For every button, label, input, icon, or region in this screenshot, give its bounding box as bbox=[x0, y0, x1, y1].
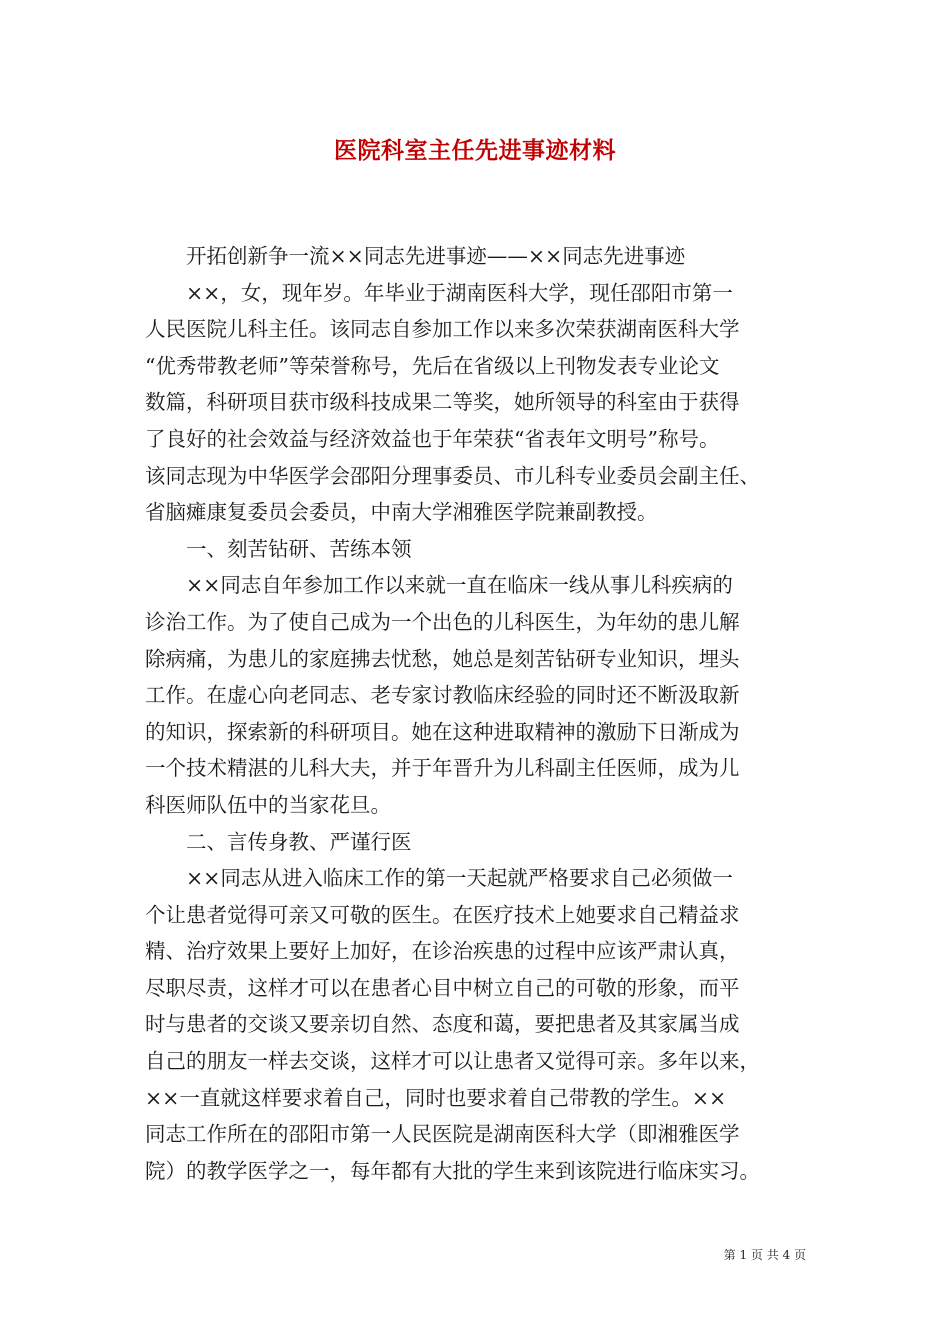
text-line: 精、治疗效果上要好上加好，在诊治疾患的过程中应该严肃认真， bbox=[145, 939, 740, 964]
text-line: 个让患者觉得可亲又可敬的医生。在医疗技术上她要求自己精益求 bbox=[145, 902, 740, 927]
text-line: 一、刻苦钻研、苦练本领 bbox=[145, 536, 412, 561]
text-line: 开拓创新争一流××同志先进事迹——××同志先进事迹 bbox=[145, 244, 686, 268]
text-line: ××同志自年参加工作以来就一直在临床一线从事儿科疾病的 bbox=[145, 573, 733, 598]
text-line: ××，女，现年岁。年毕业于湖南医科大学，现任邵阳市第一 bbox=[145, 280, 733, 305]
text-line: 一个技术精湛的儿科大夫，并于年晋升为儿科副主任医师，成为儿 bbox=[145, 756, 740, 781]
text-line: 同志工作所在的邵阳市第一人民医院是湖南医科大学（即湘雅医学 bbox=[145, 1122, 740, 1147]
text-line: 院）的教学医学之一，每年都有大批的学生来到该院进行临床实习。 bbox=[145, 1158, 760, 1183]
text-line: 该同志现为中华医学会邵阳分理事委员、市儿科专业委员会副主任、 bbox=[145, 463, 760, 488]
text-line: 自己的朋友一样去交谈，这样才可以让患者又觉得可亲。多年以来， bbox=[145, 1049, 760, 1074]
text-line: ××一直就这样要求着自己，同时也要求着自己带教的学生。×× bbox=[145, 1085, 727, 1110]
text-line: 除病痛，为患儿的家庭拂去忧愁，她总是刻苦钻研专业知识，埋头 bbox=[145, 646, 740, 671]
document-body bbox=[145, 238, 821, 1189]
text-line: 的知识，探索新的科研项目。她在这种进取精神的激励下日渐成为 bbox=[145, 719, 740, 744]
text-line: 了良好的社会效益与经济效益也于年荣获“省表年文明号”称号。 bbox=[145, 426, 720, 451]
text-line: 数篇，科研项目获市级科技成果二等奖，她所领导的科室由于获得 bbox=[145, 390, 740, 415]
document-title: 医院科室主任先进事迹材料 bbox=[334, 137, 616, 164]
text-line: 时与患者的交谈又要亲切自然、态度和蔼，要把患者及其家属当成 bbox=[145, 1012, 740, 1037]
text-line: 工作。在虚心向老同志、老专家讨教临床经验的同时还不断汲取新 bbox=[145, 683, 740, 708]
text-line: “优秀带教老师”等荣誉称号，先后在省级以上刊物发表专业论文 bbox=[145, 353, 720, 378]
text-line: 尽职尽责，这样才可以在患者心目中树立自己的可敬的形象，而平 bbox=[145, 975, 740, 1000]
page-footer: 第 1 页 共 4 页 bbox=[723, 1248, 806, 1262]
text-line: ××同志从进入临床工作的第一天起就严格要求自己必须做一 bbox=[145, 866, 733, 891]
text-line: 二、言传身教、严谨行医 bbox=[145, 829, 412, 854]
text-line: 科医师队伍中的当家花旦。 bbox=[145, 792, 391, 817]
text-line: 诊治工作。为了使自己成为一个出色的儿科医生，为年幼的患儿解 bbox=[145, 609, 740, 634]
text-line: 省脑瘫康复委员会委员，中南大学湘雅医学院兼副教授。 bbox=[145, 500, 658, 525]
text-line: 人民医院儿科主任。该同志自参加工作以来多次荣获湖南医科大学 bbox=[145, 317, 740, 342]
